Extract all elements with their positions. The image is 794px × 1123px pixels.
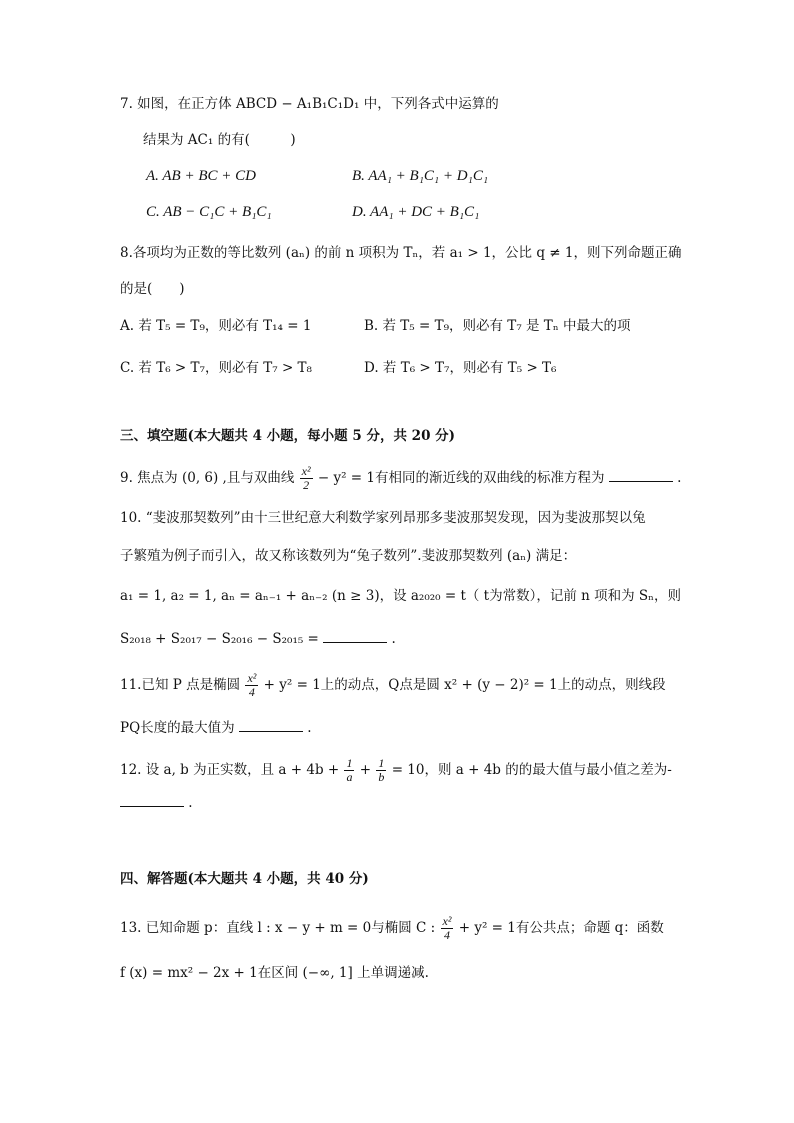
q10-line2: 子繁殖为例子而引入，故又称该数列为“兔子数列”.斐波那契数列 (aₙ) 满足：: [120, 548, 577, 564]
q11-answer-blank: [239, 717, 303, 732]
q12-fraction-2: [376, 757, 386, 784]
q10-line4-text: S₂₀₁₈ + S₂₀₁₇ − S₂₀₁₆ − S₂₀₁₅ =: [120, 631, 319, 647]
q7-option-a: A. AB + BC + CD: [146, 168, 256, 184]
q11-text-pre: 11.已知 P 点是椭圆: [120, 677, 241, 693]
q10-line3: a₁ = 1, a₂ = 1, aₙ = aₙ₋₁ + aₙ₋₂ (n ≥ 3)，设 a₂₀₂₀ = t（ t为常数），记前 n 项和为 Sₙ，则: [120, 588, 682, 604]
section-title-solutions: 四、解答题(本大题共 4 小题，共 40 分): [120, 871, 369, 887]
q8-stem-line2: 的是( ): [120, 281, 185, 297]
q12-line2-end: .: [188, 795, 193, 811]
q11-line2-text: PQ长度的最大值为: [120, 720, 235, 736]
q7-stem-line1: 7. 如图，在正方体 ABCD − A₁B₁C₁D₁ 中，下列各式中运算的: [120, 96, 499, 112]
q9-text-end: .: [677, 470, 682, 486]
q9-fraction-numerator: x²: [301, 464, 311, 478]
q13-text-post: + y² = 1有公共点；命题 q：函数: [458, 920, 664, 936]
q12-line2: [120, 792, 193, 813]
q10-line1: 10. “斐波那契数列”由十三世纪意大利数学家列昂那多斐波那契发现，因为斐波那契以兔: [120, 510, 646, 526]
q7-option-b: B. AA₁ + B₁C₁ + D₁C₁: [352, 168, 489, 184]
q12-fraction-1-numerator: 1: [346, 756, 353, 770]
q13-line2: f (x) = mx² − 2x + 1在区间 (−∞, 1] 上单调递减.: [120, 965, 429, 981]
q7-option-d: D. AA₁ + DC + B₁C₁: [352, 204, 480, 220]
q9-fraction-denominator: 2: [303, 478, 310, 492]
q9-text-pre: 9. 焦点为 (0, 6) ,且与双曲线: [120, 470, 295, 486]
q12-fraction-1: [344, 757, 354, 784]
q9-fraction: [300, 465, 313, 492]
q11-fraction-denominator: 4: [248, 685, 255, 699]
q12-line1: [120, 757, 672, 784]
q11-fraction-numerator: x²: [247, 671, 257, 685]
q13-fraction-denominator: 4: [443, 928, 450, 942]
q12-fraction-1-denominator: a: [346, 770, 353, 784]
q10-answer-blank: [323, 628, 387, 643]
q8-option-d: D. 若 T₆ > T₇，则必有 T₅ > T₆: [364, 360, 557, 376]
q12-fraction-2-numerator: 1: [378, 756, 385, 770]
q8-option-c: C. 若 T₆ > T₇，则必有 T₇ > T₈: [120, 360, 312, 376]
q11-line2: [120, 717, 312, 738]
q11-fraction: [245, 672, 258, 699]
q8-option-b: B. 若 T₅ = T₉，则必有 T₇ 是 Tₙ 中最大的项: [364, 318, 631, 334]
q9-answer-blank: [609, 467, 673, 482]
q10-line4: [120, 628, 396, 649]
q8-option-a: A. 若 T₅ = T₉，则必有 T₁₄ = 1: [120, 318, 312, 334]
q7-option-c: C. AB − C₁C + B₁C₁: [146, 204, 272, 220]
q9-line: [120, 465, 681, 492]
q12-text-pre: 12. 设 a, b 为正实数，且 a + 4b +: [120, 762, 340, 778]
q11-line2-end: .: [307, 720, 312, 736]
q12-fraction-2-denominator: b: [378, 770, 385, 784]
q8-stem-line1: 8.各项均为正数的等比数列 (aₙ) 的前 n 项积为 Tₙ，若 a₁ > 1，公比 q ≠ 1，则下列命题正确: [120, 245, 682, 261]
q12-plus: +: [359, 762, 372, 778]
q11-line1: [120, 672, 666, 699]
q11-text-post: + y² = 1上的动点，Q点是圆 x² + (y − 2)² = 1上的动点，则线段: [263, 677, 666, 693]
q9-text-post: − y² = 1有相同的渐近线的双曲线的标准方程为: [317, 470, 605, 486]
q13-line1: [120, 915, 664, 942]
q10-line4-end: .: [391, 631, 396, 647]
q7-stem-line2: 结果为 AC₁ 的有( ): [143, 132, 296, 148]
q13-fraction-numerator: x²: [442, 914, 452, 928]
section-title-fill-in: 三、填空题(本大题共 4 小题，每小题 5 分，共 20 分): [120, 428, 456, 444]
q13-text-pre: 13. 已知命题 p：直线 l : x − y + m = 0与椭圆 C :: [120, 920, 436, 936]
q12-text-post: = 10，则 a + 4b 的的最大值与最小值之差为-: [391, 762, 672, 778]
q12-answer-blank: [120, 792, 184, 807]
q13-fraction: [441, 915, 454, 942]
